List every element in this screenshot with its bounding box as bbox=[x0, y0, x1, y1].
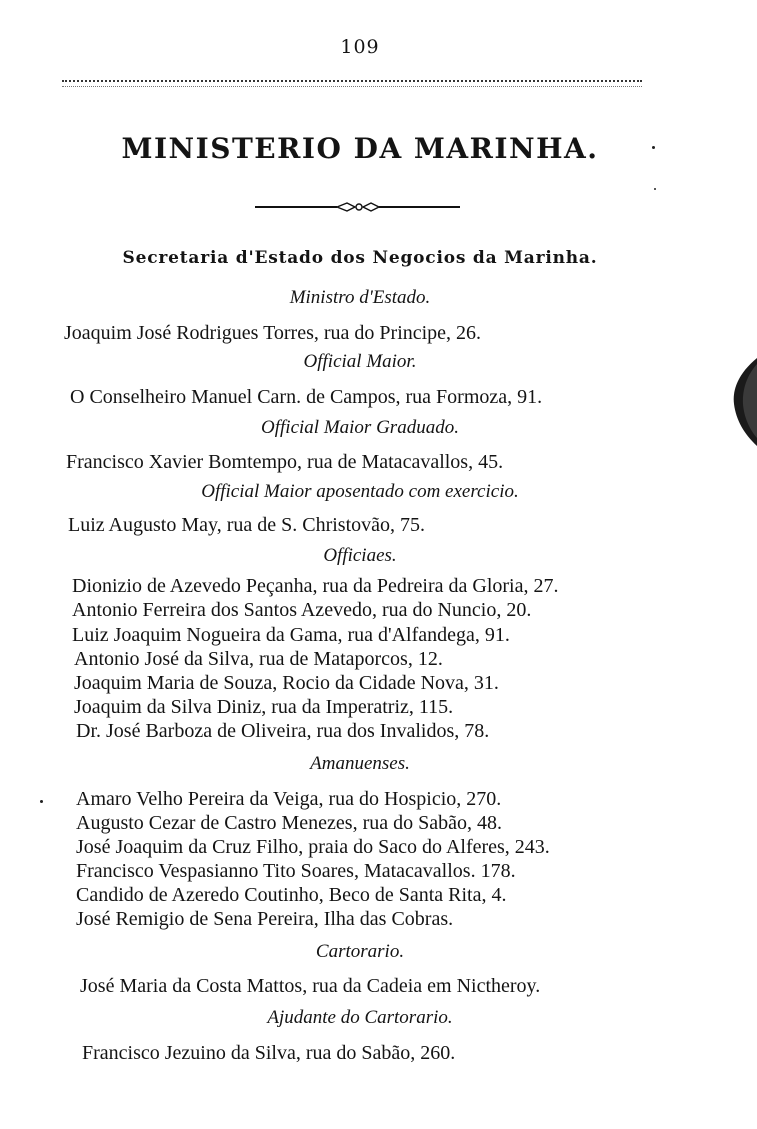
role-heading: Amanuenses. bbox=[310, 753, 410, 774]
page-title: MINISTERIO DA MARINHA. bbox=[121, 132, 599, 165]
ink-speck bbox=[652, 146, 655, 149]
listing-entry: José Remigio de Sena Pereira, Ilha das Cobras. bbox=[76, 908, 454, 930]
role-heading: Officiaes. bbox=[323, 545, 397, 566]
listing-entry: Francisco Xavier Bomtempo, rua de Matacavallos, 45. bbox=[66, 451, 504, 473]
top-rule bbox=[62, 80, 642, 87]
page-edge-stain bbox=[728, 358, 757, 446]
listing-entry: Antonio Ferreira dos Santos Azevedo, rua do Nuncio, 20. bbox=[72, 599, 532, 621]
listing-entry: Joaquim da Silva Diniz, rua da Imperatriz, 115. bbox=[74, 696, 454, 718]
listing-entry: Luiz Joaquim Nogueira da Gama, rua d'Alfandega, 91. bbox=[72, 624, 510, 646]
listing-entry: Dionizio de Azevedo Peçanha, rua da Pedreira da Gloria, 27. bbox=[72, 575, 559, 597]
ornament-divider bbox=[255, 200, 460, 214]
listing-entry: José Maria da Costa Mattos, rua da Cadeia em Nictheroy. bbox=[80, 975, 541, 997]
listing-entry: Antonio José da Silva, rua de Mataporcos, 12. bbox=[74, 648, 443, 670]
role-heading: Official Maior Graduado. bbox=[261, 417, 459, 438]
listing-entry: Joaquim José Rodrigues Torres, rua do Principe, 26. bbox=[64, 322, 482, 344]
role-heading: Ajudante do Cartorario. bbox=[267, 1007, 453, 1028]
section-heading: Secretaria d'Estado dos Negocios da Marinha. bbox=[122, 248, 598, 268]
role-heading: Official Maior aposentado com exercicio. bbox=[201, 481, 519, 502]
listing-entry: Amaro Velho Pereira da Veiga, rua do Hospicio, 270. bbox=[76, 788, 502, 810]
listing-entry: Candido de Azeredo Coutinho, Beco de Santa Rita, 4. bbox=[76, 884, 507, 906]
listing-entry: Dr. José Barboza de Oliveira, rua dos Invalidos, 78. bbox=[76, 720, 490, 742]
role-heading: Official Maior. bbox=[303, 351, 417, 372]
ink-speck bbox=[654, 188, 656, 190]
listing-entry: José Joaquim da Cruz Filho, praia do Saco do Alferes, 243. bbox=[76, 836, 550, 858]
listing-entry: Francisco Jezuino da Silva, rua do Sabão, 260. bbox=[82, 1042, 456, 1064]
listing-entry: Luiz Augusto May, rua de S. Christovão, 75. bbox=[68, 514, 426, 536]
ink-speck bbox=[40, 800, 43, 803]
listing-entry: Francisco Vespasianno Tito Soares, Matacavallos. 178. bbox=[76, 860, 516, 882]
listing-entry: Augusto Cezar de Castro Menezes, rua do Sabão, 48. bbox=[76, 812, 502, 834]
role-heading: Cartorario. bbox=[315, 941, 405, 962]
listing-entry: Joaquim Maria de Souza, Rocio da Cidade Nova, 31. bbox=[74, 672, 499, 694]
role-heading: Ministro d'Estado. bbox=[289, 287, 431, 308]
listing-entry: O Conselheiro Manuel Carn. de Campos, rua Formoza, 91. bbox=[70, 386, 543, 408]
page-number: 109 bbox=[340, 36, 380, 58]
